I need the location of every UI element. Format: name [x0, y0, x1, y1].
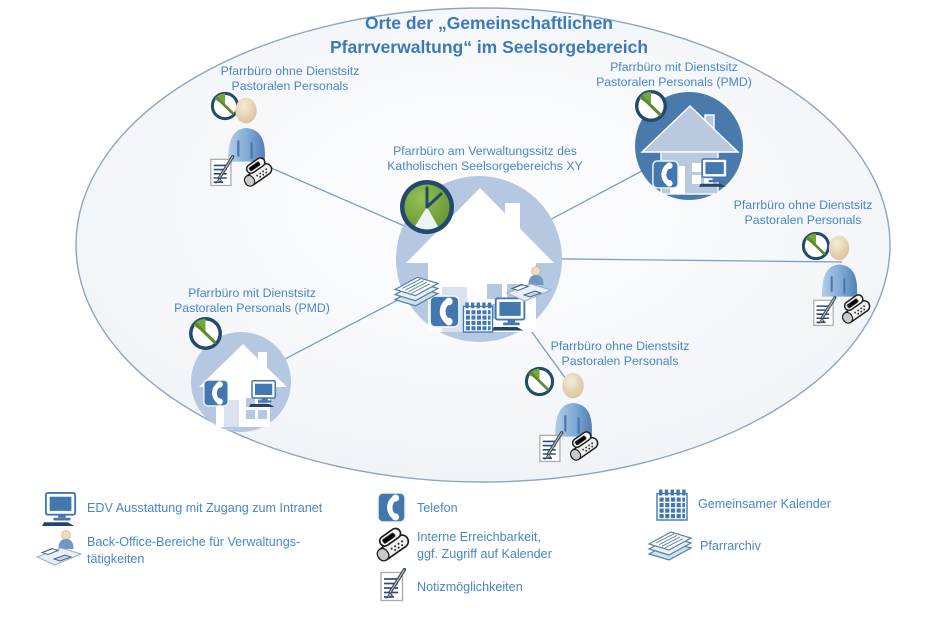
node-label-line: Pastoralen Personals	[561, 354, 679, 368]
computer-icon	[249, 380, 279, 407]
node-label-bottom-center	[520, 339, 720, 369]
opening-hours-clock-icon	[188, 316, 223, 351]
notes-icon	[812, 296, 839, 327]
calendar-icon	[656, 489, 688, 521]
papers-icon	[646, 527, 694, 563]
node-label-bottom-left	[152, 286, 352, 316]
notes-icon	[379, 568, 409, 602]
mobile-phone-icon	[836, 292, 873, 325]
node-label-center	[375, 144, 595, 174]
phone-icon	[203, 379, 229, 407]
mobile-phone-icon	[370, 525, 412, 563]
computer-icon	[699, 158, 731, 187]
person-icon	[224, 96, 269, 162]
node-label-top-left	[190, 64, 390, 94]
node-label-right	[703, 198, 903, 228]
computer-icon	[42, 492, 80, 526]
person-icon	[551, 371, 596, 437]
notes-icon	[209, 155, 237, 187]
legend-archiv-label: Pfarrarchiv	[700, 539, 761, 553]
node-label-line: Pastoralen Personals	[231, 79, 349, 93]
back-office-icon	[506, 264, 552, 304]
title-line1: Orte der „Gemeinschaftlichen	[365, 13, 613, 33]
legend-telefon-label: Telefon	[417, 501, 458, 515]
legend-edv-label: EDV Ausstattung mit Zugang zum Intranet	[87, 501, 323, 515]
node-label-line: Pastoralen Personals	[744, 213, 862, 227]
phone-icon	[377, 492, 406, 523]
person-icon	[818, 234, 861, 297]
legend-backoffice-label: Back-Office-Bereiche für Verwaltungs- tätigkeiten	[87, 535, 301, 566]
mobile-phone-icon	[564, 429, 601, 462]
legend-kalender-label: Gemeinsamer Kalender	[698, 497, 831, 511]
opening-hours-clock-icon	[634, 89, 668, 123]
back-office-icon	[36, 528, 82, 568]
papers-icon	[392, 272, 441, 309]
node-label-line: Pfarrbüro ohne Dienstsitz	[220, 64, 360, 78]
node-label-line: Pastoralen Personals (PMD)	[174, 301, 330, 315]
legend-erreichbarkeit-label: Interne Erreichbarkeit, ggf. Zugriff auf Kalender	[417, 530, 552, 561]
node-label-line: Pfarrbüro mit Dienstsitz	[188, 286, 316, 300]
node-label-line: Pfarrbüro mit Dienstsitz	[610, 60, 738, 74]
node-label-line: Pfarrbüro ohne Dienstsitz	[550, 339, 690, 353]
node-label-line: Pastoralen Personals (PMD)	[596, 75, 752, 89]
node-label-top-right	[574, 60, 774, 90]
legend-notizen-label: Notizmöglichkeiten	[417, 580, 523, 594]
mobile-phone-icon	[238, 155, 275, 188]
title-line2: Pfarrverwaltung“ im Seelsorgebereich	[329, 37, 649, 57]
phone-icon	[652, 160, 679, 189]
node-label-line: Katholischen Seelsorgebereichs XY	[387, 159, 583, 173]
diagram-title	[214, 11, 764, 59]
node-label-line: Pfarrbüro am Verwaltungssitz des	[393, 144, 577, 158]
notes-icon	[538, 431, 566, 463]
node-label-line: Pfarrbüro ohne Dienstsitz	[733, 198, 873, 212]
opening-hours-clock-icon	[400, 180, 454, 234]
calendar-icon	[462, 302, 494, 333]
